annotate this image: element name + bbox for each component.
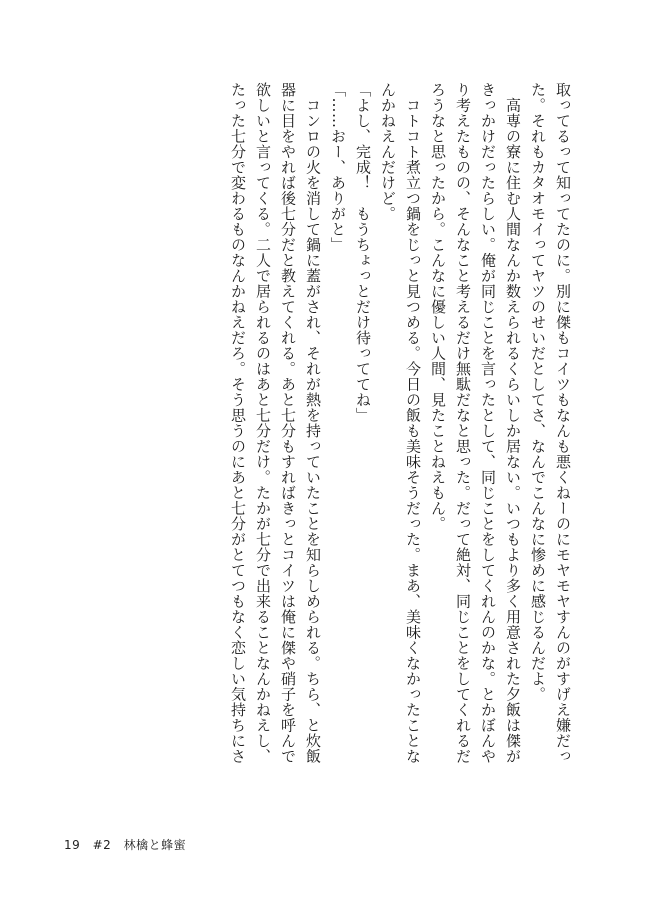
page-number: 19: [64, 838, 81, 852]
text-column: きっかけだったらしい。俺が同じことを言ったとして、同じことをしてくれんのかな。とかぼんや: [479, 82, 497, 764]
chapter-number: #2: [92, 838, 112, 852]
text-column: り考えたものの、そんなこと考えるだけ無駄だなと思った。だって絶対、同じことをしてくれるだ: [454, 82, 472, 764]
text-column: た。それもカタオモイってヤツのせいだとしてさ、なんでこんなに惨めに感じるんだよ。: [529, 82, 547, 702]
text-column: コトコト煮立つ鍋をじっと見つめる。今日の飯も美味そうだった。まあ、美味くなかったことな: [404, 82, 422, 764]
page-footer: [64, 836, 194, 853]
dialogue-column: 「よし、完成！ もうちょっとだけ待っててね」: [354, 82, 372, 423]
text-column: んかねえんだけど。: [379, 82, 397, 222]
text-column: 欲しいと言ってくる。二人で居られるのはあと七分だけ。たかが七分で出来ることなんかねえし、: [254, 82, 272, 764]
text-column: ろうなと思ったから。こんなに優しい人間、見たことねえもん。: [429, 82, 447, 532]
vertical-text-body: [225, 82, 575, 822]
text-column: コンロの火を消して鍋に蓋がされ、それが熱を持っていたことを知らしめられる。ちら、と炊飯: [304, 82, 322, 764]
dialogue-column: 「……おー、ありがと」: [329, 82, 347, 253]
text-column: 高専の寮に住む人間なんか数えられるくらいしか居ない。いつもより多く用意された夕飯は傑が: [504, 82, 522, 764]
chapter-title: 林檎と蜂蜜: [123, 838, 187, 852]
text-column: 器に目をやれば後七分だと教えてくれる。あと七分もすればきっとコイツは俺に傑や硝子を呼んで: [279, 82, 297, 764]
text-column: 取ってるって知ってたのに。別に傑もコイツもなんも悪くねーのにモヤモヤすんのがすげえ嫌だっ: [554, 82, 572, 764]
text-column: たった七分で変わるものなんかねえだろ。そう思うのにあと七分がとてつもなく恋しい気持ちにさ: [229, 82, 247, 764]
